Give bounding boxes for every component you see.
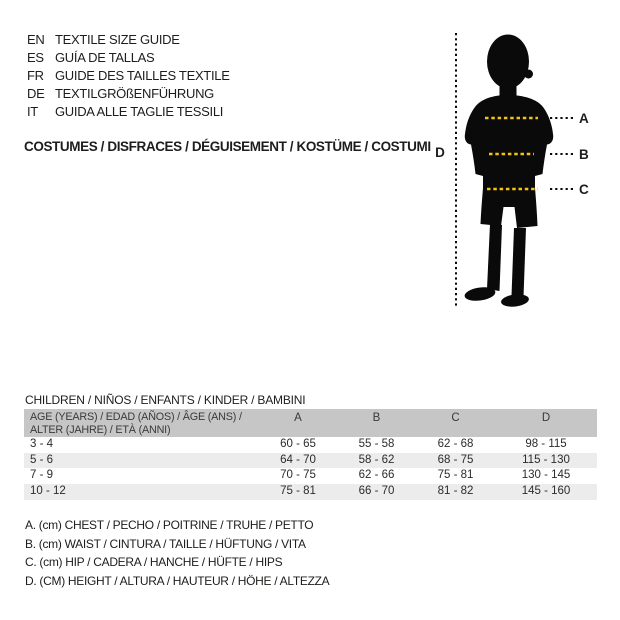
table-section-title: CHILDREN / NIÑOS / ENFANTS / KINDER / BAMBINI (25, 393, 306, 407)
age-header-line1: AGE (YEARS) / EDAD (AÑOS) / ÂGE (ANS) / (30, 411, 242, 423)
hip-cell: 75 - 81 (437, 469, 474, 482)
silhouette-ear (524, 70, 533, 79)
column-header-c: C (451, 412, 460, 424)
language-label: TEXTILE SIZE GUIDE (55, 32, 180, 47)
age-cell: 10 - 12 (30, 485, 66, 498)
marker-d-label: D (435, 145, 445, 160)
marker-a-label: A (579, 111, 589, 126)
age-header-line2: ALTER (JAHRE) / ETÀ (ANNI) (30, 423, 171, 436)
age-cell: 5 - 6 (30, 453, 54, 466)
legend-line-chest: A. (cm) CHEST / PECHO / POITRINE / TRUHE / PETTO (25, 518, 314, 532)
chest-cell: 75 - 81 (280, 485, 316, 498)
language-row-en (27, 31, 230, 49)
column-header-b: B (372, 412, 381, 424)
language-label: TEXTILGRÖßENFÜHRUNG (55, 86, 214, 101)
table-row (24, 484, 597, 500)
waist-cell: 62 - 66 (358, 469, 395, 482)
legend-line-height: D. (CM) HEIGHT / ALTURA / HAUTEUR / HÖHE / ALTEZZA (25, 573, 330, 588)
hip-cell: 81 - 82 (437, 485, 474, 498)
marker-b-label: B (579, 147, 589, 162)
silhouette-right-leg (512, 228, 527, 297)
chest-cell: 60 - 65 (280, 438, 316, 450)
table-row (24, 468, 597, 484)
column-header-d: D (541, 412, 551, 424)
height-cell: 98 - 115 (525, 438, 567, 450)
waist-cell: 55 - 58 (358, 438, 395, 450)
language-row-de (27, 85, 230, 103)
language-list (27, 31, 230, 121)
silhouette-right-shoe (500, 293, 529, 308)
marker-c-label: C (579, 182, 589, 197)
height-cell: 115 - 130 (522, 453, 570, 466)
column-header-a: A (294, 412, 302, 424)
legend-line-waist: B. (cm) WAIST / CINTURA / TAILLE / HÜFTUNG / VITA (25, 536, 306, 551)
language-code: FR (27, 68, 44, 83)
waist-cell: 66 - 70 (358, 485, 395, 498)
language-label: GUIDE DES TAILLES TEXTILE (55, 68, 230, 83)
table-row (24, 453, 597, 469)
silhouette-torso (465, 95, 553, 188)
waist-cell: 58 - 62 (358, 453, 395, 466)
hip-cell: 62 - 68 (437, 438, 474, 450)
height-cell: 130 - 145 (521, 469, 571, 482)
child-silhouette (464, 35, 553, 309)
size-figure (430, 25, 620, 315)
language-label: GUÍA DE TALLAS (55, 50, 155, 65)
measurement-legend (25, 516, 329, 590)
language-row-es (27, 49, 230, 67)
language-label: GUIDA ALLE TAGLIE TESSILI (55, 104, 224, 119)
age-cell: 3 - 4 (30, 438, 54, 450)
language-row-it (27, 103, 230, 121)
size-table (24, 409, 597, 500)
language-code: DE (27, 86, 45, 101)
category-title: COSTUMES / DISFRACES / DÉGUISEMENT / KOSTÜME / COSTUMI (24, 139, 431, 154)
legend-line-hip: C. (cm) HIP / CADERA / HANCHE / HÜFTE / HIPS (25, 555, 283, 569)
silhouette-left-leg (487, 224, 502, 291)
age-cell: 7 - 9 (30, 469, 54, 482)
language-code: IT (27, 104, 38, 119)
silhouette-shorts (481, 188, 538, 228)
language-code: EN (27, 32, 45, 47)
silhouette-head (487, 35, 529, 89)
language-code: ES (27, 50, 44, 65)
height-cell: 145 - 160 (521, 485, 571, 498)
age-header-cell (24, 409, 259, 437)
chest-cell: 70 - 75 (280, 469, 316, 482)
table-header-row (24, 409, 597, 437)
table-row (24, 437, 597, 453)
child-silhouette-graphic (430, 25, 620, 315)
language-row-fr (27, 67, 230, 85)
chest-cell: 64 - 70 (280, 453, 316, 466)
table-body (24, 437, 597, 500)
hip-cell: 68 - 75 (437, 453, 474, 466)
